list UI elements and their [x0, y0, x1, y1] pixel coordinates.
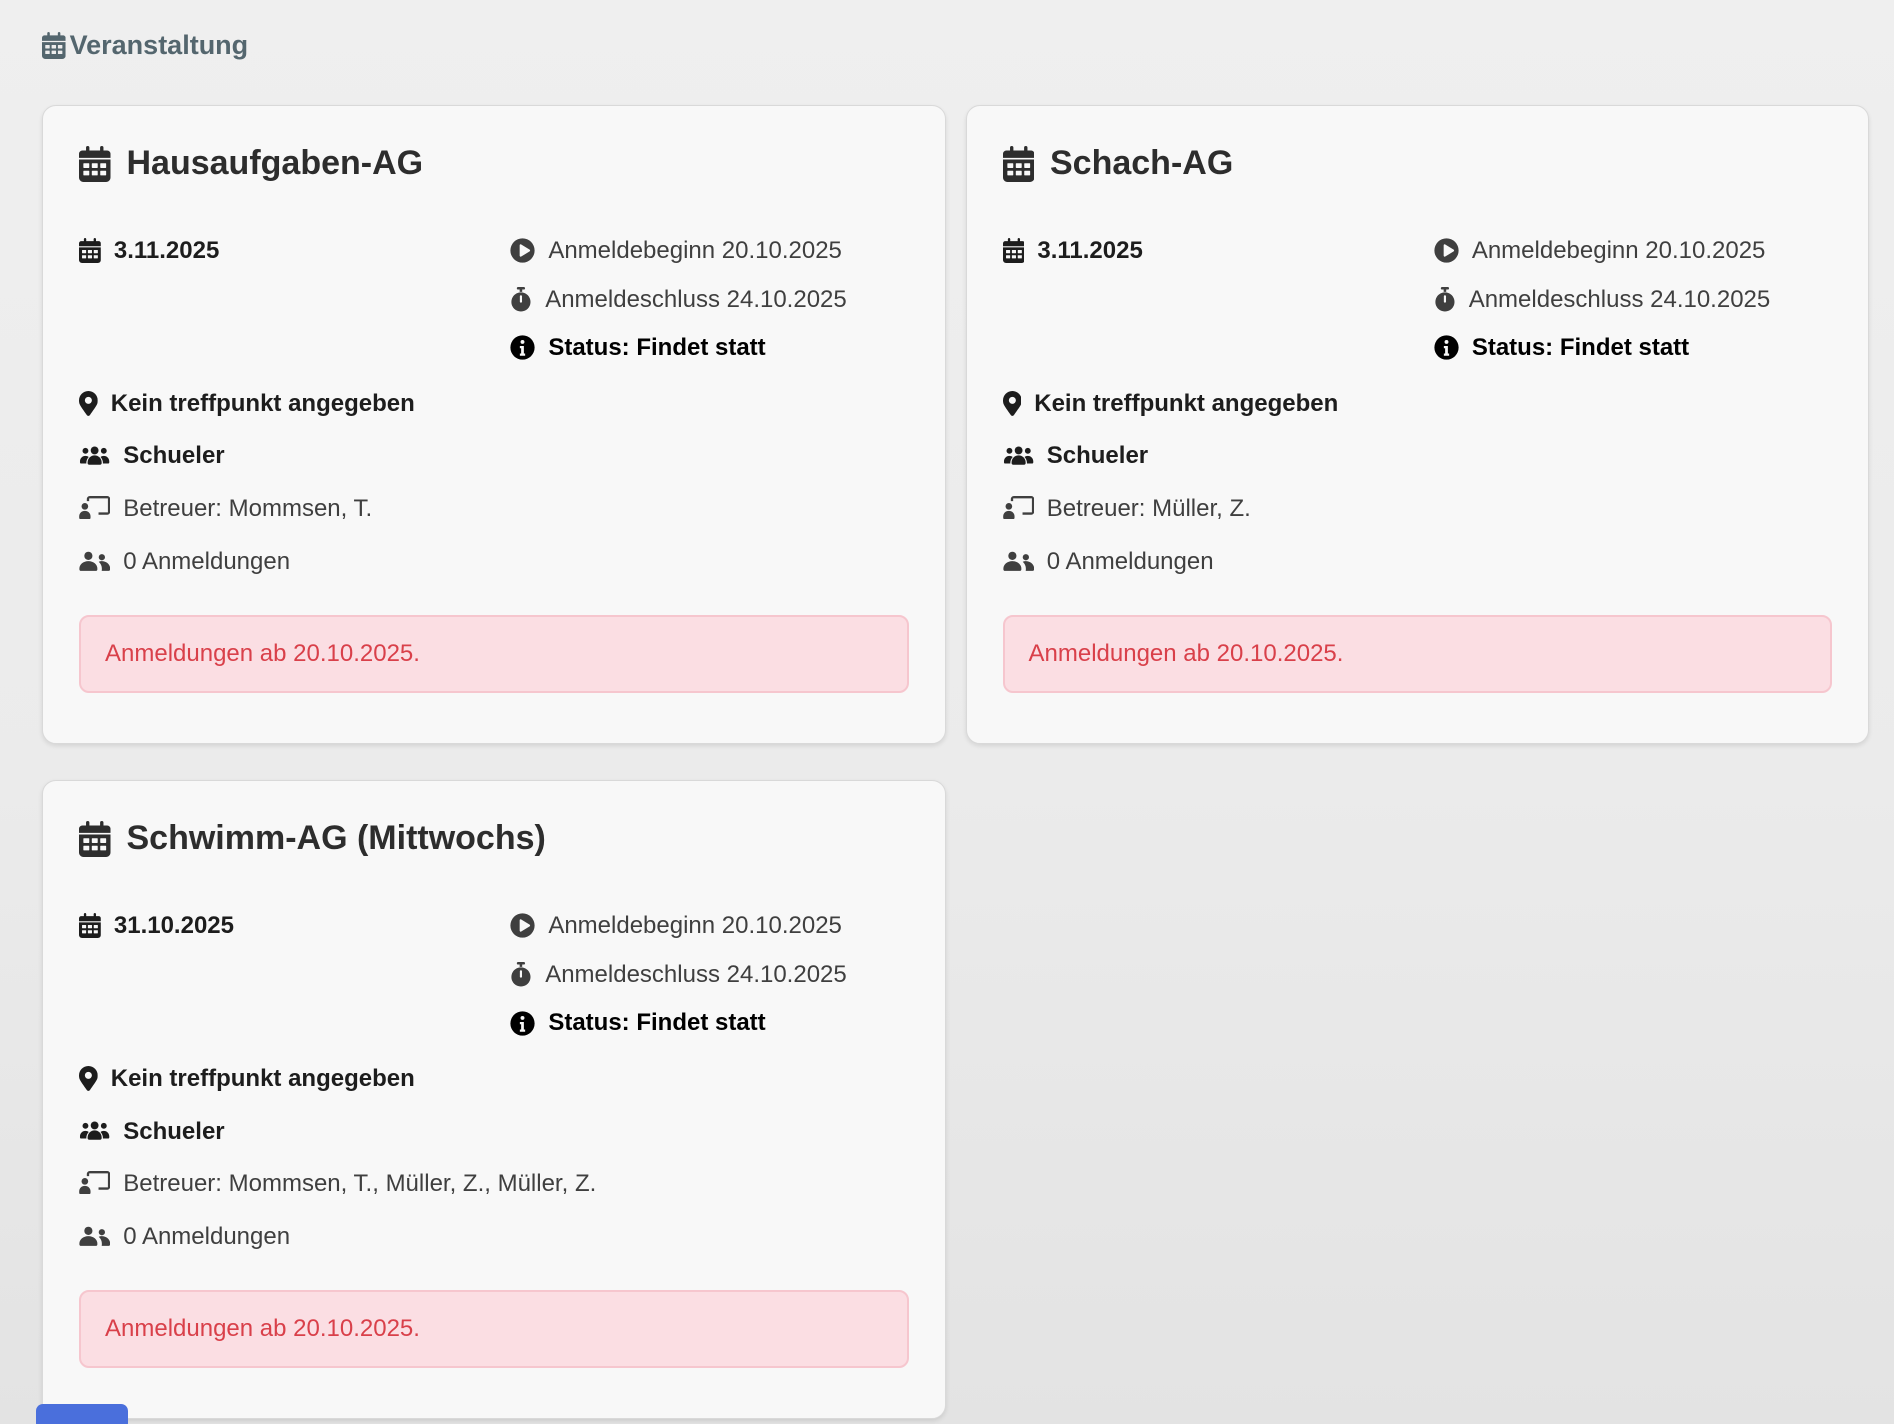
meta-row: [1003, 237, 1833, 362]
card-title: [1003, 144, 1833, 183]
event-status: Status: Findet statt: [510, 334, 908, 362]
map-pin-icon: [1003, 391, 1022, 416]
meta-left: [1003, 237, 1434, 265]
registration-begin: Anmeldebeginn 20.10.2025: [1434, 237, 1832, 265]
map-pin-icon: [79, 391, 98, 416]
user-friends-icon: [79, 1224, 110, 1249]
calendar-icon: [79, 821, 111, 857]
event-grid: [42, 105, 1869, 1419]
details: [79, 1065, 909, 1250]
stopwatch-icon: [1434, 287, 1456, 312]
supervisors: Betreuer: Mommsen, T.: [79, 495, 909, 523]
details: [79, 390, 909, 575]
event-card[interactable]: [42, 105, 946, 744]
calendar-icon: [1003, 146, 1035, 182]
target-group: Schueler: [79, 442, 909, 470]
card-title: [79, 819, 909, 858]
stopwatch-icon: [510, 962, 532, 987]
registration-begin: Anmeldebeginn 20.10.2025: [510, 912, 908, 940]
users-icon: [79, 1119, 110, 1144]
supervisors: Betreuer: Müller, Z.: [1003, 495, 1833, 523]
meta-row: [79, 237, 909, 362]
meta-right: [510, 237, 908, 362]
partial-bottom-button[interactable]: [36, 1404, 128, 1424]
page-title: [42, 30, 1869, 61]
meta-right: [1434, 237, 1832, 362]
meeting-point: Kein treffpunkt angegeben: [79, 390, 909, 418]
info-circle-icon: [1434, 335, 1459, 360]
target-group: Schueler: [1003, 442, 1833, 470]
calendar-icon: [79, 146, 111, 182]
event-title: Hausaufgaben-AG: [126, 144, 424, 182]
user-friends-icon: [1003, 549, 1034, 574]
user-friends-icon: [79, 549, 110, 574]
registration-end: Anmeldeschluss 24.10.2025: [1434, 286, 1832, 314]
target-group: Schueler: [79, 1118, 909, 1146]
play-circle-icon: [510, 913, 535, 938]
info-circle-icon: [510, 1011, 535, 1036]
event-title: Schwimm-AG (Mittwochs): [126, 819, 546, 858]
event-date: 3.11.2025: [79, 237, 510, 265]
details: [1003, 390, 1833, 575]
meeting-point: Kein treffpunkt angegeben: [79, 1065, 909, 1093]
meeting-point: Kein treffpunkt angegeben: [1003, 390, 1833, 418]
map-pin-icon: [79, 1066, 98, 1091]
registration-count: 0 Anmeldungen: [79, 548, 909, 576]
calendar-icon: [79, 238, 101, 263]
event-status: Status: Findet statt: [1434, 334, 1832, 362]
registration-count: 0 Anmeldungen: [1003, 548, 1833, 576]
meta-left: [79, 237, 510, 265]
play-circle-icon: [510, 238, 535, 263]
event-date: 3.11.2025: [1003, 237, 1434, 265]
chalkboard-teacher-icon: [79, 496, 110, 521]
registration-end: Anmeldeschluss 24.10.2025: [510, 286, 908, 314]
event-title: Schach-AG: [1050, 144, 1234, 182]
registration-count: 0 Anmeldungen: [79, 1223, 909, 1251]
supervisors: Betreuer: Mommsen, T., Müller, Z., Müller, Z.: [79, 1170, 909, 1198]
event-date: 31.10.2025: [79, 912, 510, 940]
registration-alert: Anmeldungen ab 20.10.2025.: [79, 615, 909, 693]
info-circle-icon: [510, 335, 535, 360]
meta-left: [79, 912, 510, 940]
event-card[interactable]: [966, 105, 1870, 744]
registration-alert: Anmeldungen ab 20.10.2025.: [79, 1290, 909, 1368]
chalkboard-teacher-icon: [1003, 496, 1034, 521]
calendar-icon: [79, 913, 101, 938]
calendar-icon: [42, 32, 66, 59]
event-status: Status: Findet statt: [510, 1009, 908, 1037]
registration-alert: Anmeldungen ab 20.10.2025.: [1003, 615, 1833, 693]
users-icon: [79, 444, 110, 469]
registration-end: Anmeldeschluss 24.10.2025: [510, 961, 908, 989]
event-card[interactable]: [42, 780, 946, 1419]
registration-begin: Anmeldebeginn 20.10.2025: [510, 237, 908, 265]
meta-row: [79, 912, 909, 1037]
calendar-icon: [1003, 238, 1025, 263]
users-icon: [1003, 444, 1034, 469]
chalkboard-teacher-icon: [79, 1171, 110, 1196]
card-title: [79, 144, 909, 183]
stopwatch-icon: [510, 287, 532, 312]
meta-right: [510, 912, 908, 1037]
page-title-label: Veranstaltung: [69, 30, 249, 60]
play-circle-icon: [1434, 238, 1459, 263]
